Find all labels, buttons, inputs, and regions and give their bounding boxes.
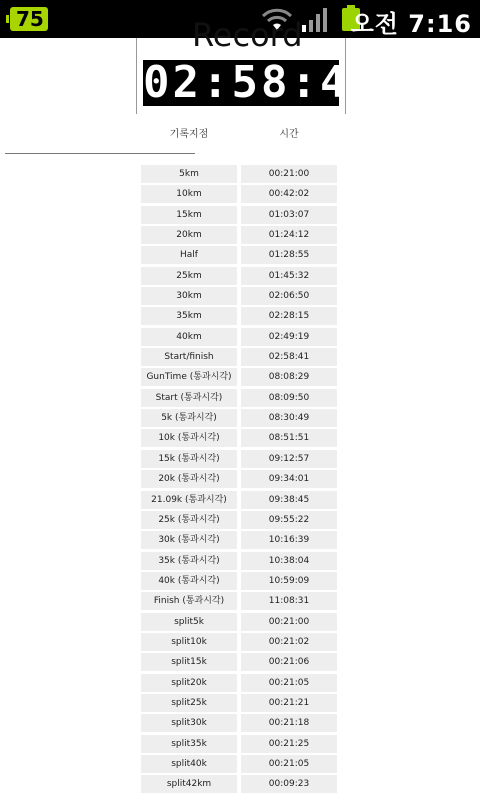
time-cell: 00:21:06 [241, 653, 337, 671]
checkpoint-cell: split40k [141, 755, 237, 773]
time-cell: 00:21:00 [241, 165, 337, 183]
table-row [141, 694, 337, 714]
time-cell: 00:21:05 [241, 755, 337, 773]
time-cell: 09:34:01 [241, 470, 337, 488]
table-row [141, 674, 337, 694]
table-row [141, 348, 337, 368]
time-cell: 02:28:15 [241, 307, 337, 325]
table-row [141, 633, 337, 653]
checkpoint-cell: 25k (통과시각) [141, 511, 237, 529]
checkpoint-cell: Start (통과시각) [141, 389, 237, 407]
checkpoint-cell: split35k [141, 735, 237, 753]
time-cell: 08:09:50 [241, 389, 337, 407]
time-cell: 00:09:23 [241, 775, 337, 793]
signal-strength-icon [302, 8, 328, 36]
time-cell: 02:06:50 [241, 287, 337, 305]
table-row [141, 714, 337, 734]
time-cell: 00:42:02 [241, 185, 337, 203]
checkpoint-cell: split25k [141, 694, 237, 712]
table-row [141, 409, 337, 429]
time-cell: 01:03:07 [241, 206, 337, 224]
time-cell: 11:08:31 [241, 592, 337, 610]
checkpoint-cell: 5km [141, 165, 237, 183]
table-row [141, 307, 337, 327]
time-cell: 08:51:51 [241, 429, 337, 447]
table-body [141, 165, 337, 796]
table-row [141, 491, 337, 511]
record-title: Record [192, 16, 303, 54]
checkpoint-cell: split30k [141, 714, 237, 732]
checkpoint-cell: Finish (통과시각) [141, 592, 237, 610]
table-row [141, 775, 337, 795]
time-cell: 08:30:49 [241, 409, 337, 427]
table-row [141, 613, 337, 633]
table-row [141, 328, 337, 348]
table-row [141, 226, 337, 246]
time-cell: 01:28:55 [241, 246, 337, 264]
checkpoint-cell: split20k [141, 674, 237, 692]
time-cell: 09:12:57 [241, 450, 337, 468]
table-row [141, 287, 337, 307]
time-cell: 02:49:19 [241, 328, 337, 346]
table-row [141, 552, 337, 572]
table-row [141, 368, 337, 388]
checkpoint-cell: 35km [141, 307, 237, 325]
header-divider [5, 153, 195, 154]
time-cell: 08:08:29 [241, 368, 337, 386]
checkpoint-cell: 40km [141, 328, 237, 346]
checkpoint-cell: split15k [141, 653, 237, 671]
checkpoint-cell: GunTime (통과시각) [141, 368, 237, 386]
checkpoint-cell: 40k (통과시각) [141, 572, 237, 590]
table-row [141, 429, 337, 449]
table-row [141, 165, 337, 185]
record-header [136, 16, 379, 114]
record-time-display: 02:58:41 [143, 57, 379, 108]
checkpoint-cell: 25km [141, 267, 237, 285]
checkpoint-cell: 15k (통과시각) [141, 450, 237, 468]
checkpoint-cell: Start/finish [141, 348, 237, 366]
time-cell: 10:16:39 [241, 531, 337, 549]
checkpoint-cell: 35k (통과시각) [141, 552, 237, 570]
time-cell: 09:38:45 [241, 491, 337, 509]
header-time: 시간 [279, 129, 299, 140]
time-cell: 02:58:41 [241, 348, 337, 366]
checkpoint-cell: split10k [141, 633, 237, 651]
checkpoint-cell: split5k [141, 613, 237, 631]
checkpoint-cell: Half [141, 246, 237, 264]
time-cell: 10:59:09 [241, 572, 337, 590]
table-row [141, 572, 337, 592]
table-row [141, 206, 337, 226]
checkpoint-cell: split42km [141, 775, 237, 793]
checkpoint-cell: 30k (통과시각) [141, 531, 237, 549]
time-cell: 01:24:12 [241, 226, 337, 244]
table-row [141, 592, 337, 612]
time-cell: 10:38:04 [241, 552, 337, 570]
time-cell: 09:55:22 [241, 511, 337, 529]
checkpoint-cell: 10km [141, 185, 237, 203]
table-row [141, 267, 337, 287]
header-checkpoint: 기록지점 [169, 129, 209, 140]
notification-badge[interactable]: 75 [10, 7, 48, 31]
time-cell: 00:21:18 [241, 714, 337, 732]
table-row [141, 470, 337, 490]
table-row [141, 450, 337, 470]
table-row [141, 185, 337, 205]
time-cell: 00:21:00 [241, 613, 337, 631]
table-row [141, 755, 337, 775]
checkpoint-cell: 10k (통과시각) [141, 429, 237, 447]
time-cell: 00:21:02 [241, 633, 337, 651]
checkpoint-cell: 20km [141, 226, 237, 244]
time-cell: 00:21:21 [241, 694, 337, 712]
checkpoint-cell: 21.09k (통과시각) [141, 491, 237, 509]
checkpoint-cell: 30km [141, 287, 237, 305]
time-cell: 00:21:25 [241, 735, 337, 753]
table-row [141, 653, 337, 673]
table-row [141, 389, 337, 409]
time-cell: 01:45:32 [241, 267, 337, 285]
table-header [141, 114, 337, 154]
status-clock: 오전 7:16 [350, 10, 472, 38]
checkpoint-cell: 15km [141, 206, 237, 224]
table-row [141, 246, 337, 266]
time-cell: 00:21:05 [241, 674, 337, 692]
table-row [141, 511, 337, 531]
checkpoint-cell: 5k (통과시각) [141, 409, 237, 427]
table-row [141, 735, 337, 755]
table-row [141, 531, 337, 551]
record-table [141, 114, 337, 790]
checkpoint-cell: 20k (통과시각) [141, 470, 237, 488]
